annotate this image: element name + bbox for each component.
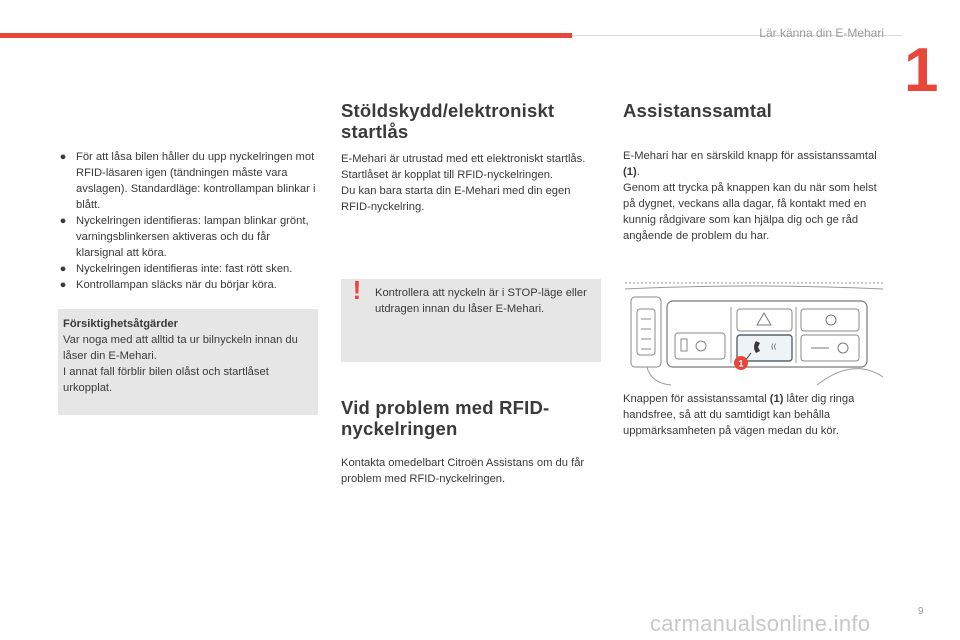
section-heading-immobiliser: Stöldskydd/elektroniskt startlås — [341, 100, 555, 142]
assistance-button-illustration — [621, 279, 885, 387]
chapter-number: 1 — [904, 36, 939, 105]
precaution-text: I annat fall förblir bilen olåst och startlåset urkopplat. — [63, 366, 269, 394]
page-header-title: Lär känna din E-Mehari — [759, 26, 884, 40]
alert-text: Kontrollera att nyckeln är i STOP-läge eller utdragen innan du låser E-Mehari. — [375, 287, 587, 315]
rfid-problem-section — [341, 397, 601, 487]
header-red-bar — [0, 33, 572, 38]
section-heading-rfid-problem: Vid problem med RFID-nyckelringen — [341, 397, 550, 439]
paragraph: E-Mehari är utrustad med ett elektroniskt startlås. — [341, 153, 586, 165]
list-item: ● Nyckelringen identifieras: lampan blinkar grönt, varningsblinkersen aktiveras och du får klarsignal att köra. — [59, 215, 309, 259]
precaution-text: Var noga med att alltid ta ur bilnyckeln innan du låser din E-Mehari. — [63, 334, 298, 362]
svg-text:((: (( — [771, 343, 777, 351]
paragraph: Du kan bara starta din E-Mehari med din egen RFID-nyckelring. — [341, 185, 571, 213]
paragraph: E-Mehari har en särskild knapp för assistanssamtal (1). — [623, 150, 877, 178]
right-column — [623, 100, 885, 244]
precaution-title: Försiktighetsåtgärder — [63, 318, 179, 330]
callout-number: 1 — [738, 358, 744, 369]
paragraph: Startlåset är kopplat till RFID-nyckelringen. — [341, 169, 554, 181]
middle-column — [341, 100, 601, 215]
list-item: ● Kontrollampan släcks när du börjar köra. — [59, 279, 277, 291]
paragraph: Knappen för assistanssamtal (1) låter dig ringa handsfree, så att du samtidigt kan behålla uppmärksamheten på vägen medan du kör. — [623, 393, 855, 437]
bullet-list — [58, 149, 320, 293]
watermark-text: carmanualsonline.info — [650, 611, 871, 636]
precaution-box — [58, 309, 318, 415]
alert-box — [341, 275, 601, 362]
list-item: ● Nyckelringen identifieras inte: fast rött sken. — [59, 263, 293, 275]
list-item: ● För att låsa bilen håller du upp nyckelringen mot RFID-läsaren igen (tändningen måste vara avslagen). Standardläge: kontrollampan blinkar i blått. — [59, 151, 316, 211]
page-number: 9 — [918, 606, 924, 617]
left-column — [58, 149, 320, 293]
paragraph: Kontakta omedelbart Citroën Assistans om du får problem med RFID-nyckelringen. — [341, 457, 585, 485]
section-heading-assistance: Assistanssamtal — [623, 100, 773, 121]
illustration-caption — [623, 391, 885, 439]
paragraph: Genom att trycka på knappen kan du när som helst på dygnet, veckans alla dagar, få kontakt med en kunnig rådgivare som kan hjälpa dig och ge råd angående de problem du har. — [623, 182, 877, 242]
exclamation-icon: ! — [352, 275, 362, 305]
